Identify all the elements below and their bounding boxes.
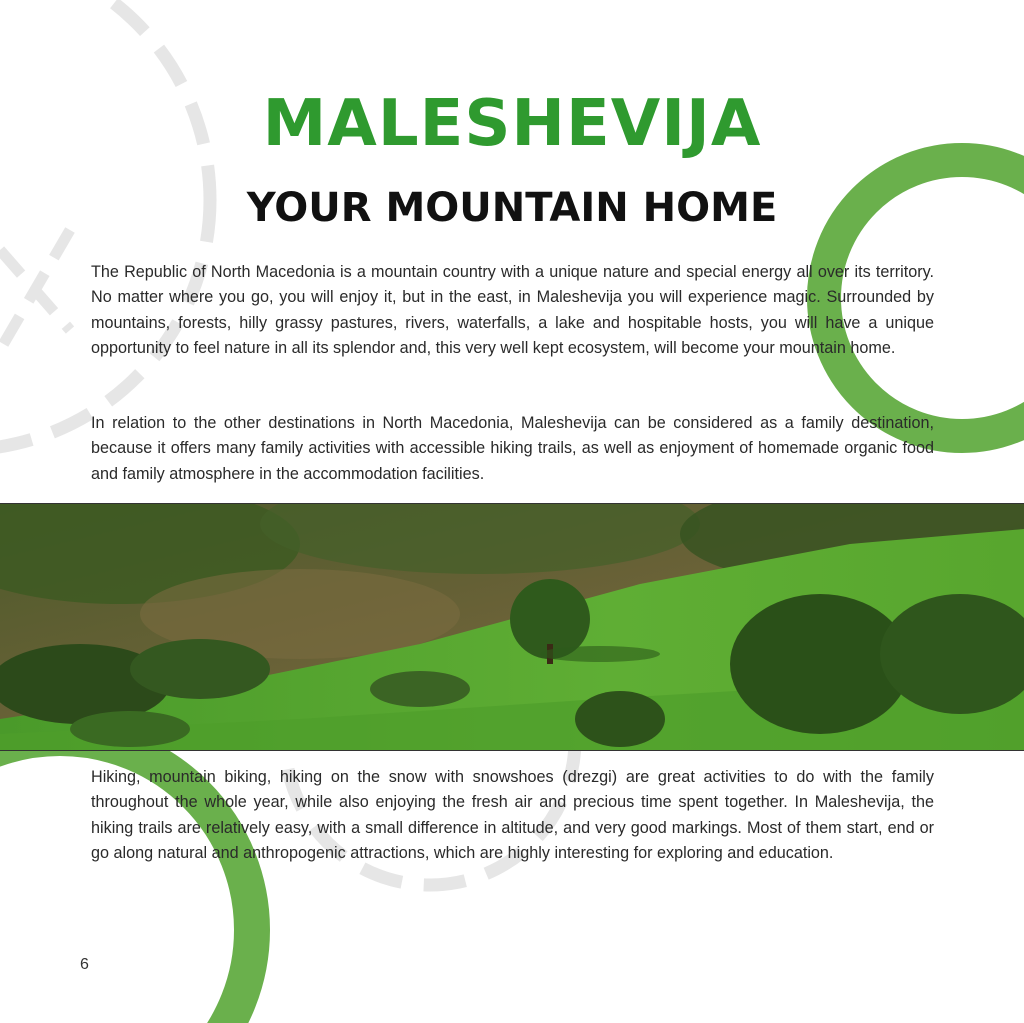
intro-paragraph: The Republic of North Macedonia is a mountain country with a unique nature and special energy all over its territory. No matter where you go, you will enjoy it, but in the east, in Maleshevija you will experience magic. Surrounded by mountains, forests, hilly grassy pastures, rivers, waterfalls, a lake and hospitable hosts, you will have a unique opportunity to feel nature in all its splendor and, this very well kept ecosystem, will become your mountain home. [91, 263, 934, 357]
hillside-illustration [0, 504, 1024, 750]
page-number: 6 [80, 956, 89, 973]
landscape-photo [0, 503, 1024, 751]
family-destination-paragraph: In relation to the other destinations in North Macedonia, Maleshevija can be considered as a family destination, because it offers many family activities with accessible hiking trails, as well as enjoyment of homemade organic food and family atmosphere in the accommodation facilities. [91, 414, 934, 483]
dashed-cross [0, 230, 70, 350]
page-subtitle: YOUR MOUNTAIN HOME [246, 185, 778, 231]
activities-paragraph: Hiking, mountain biking, hiking on the snow with snowshoes (drezgi) are great activities to do with the family throughout the whole year, while also enjoying the fresh air and precious time spent together. In Maleshevija, the hiking trails are relatively easy, with a small difference in altitude, and very good markings. Most of them start, end or go along natural and anthropogenic attractions, which are highly interesting for exploring and education. [91, 768, 934, 862]
page-title: MALESHEVIJA [262, 87, 762, 161]
